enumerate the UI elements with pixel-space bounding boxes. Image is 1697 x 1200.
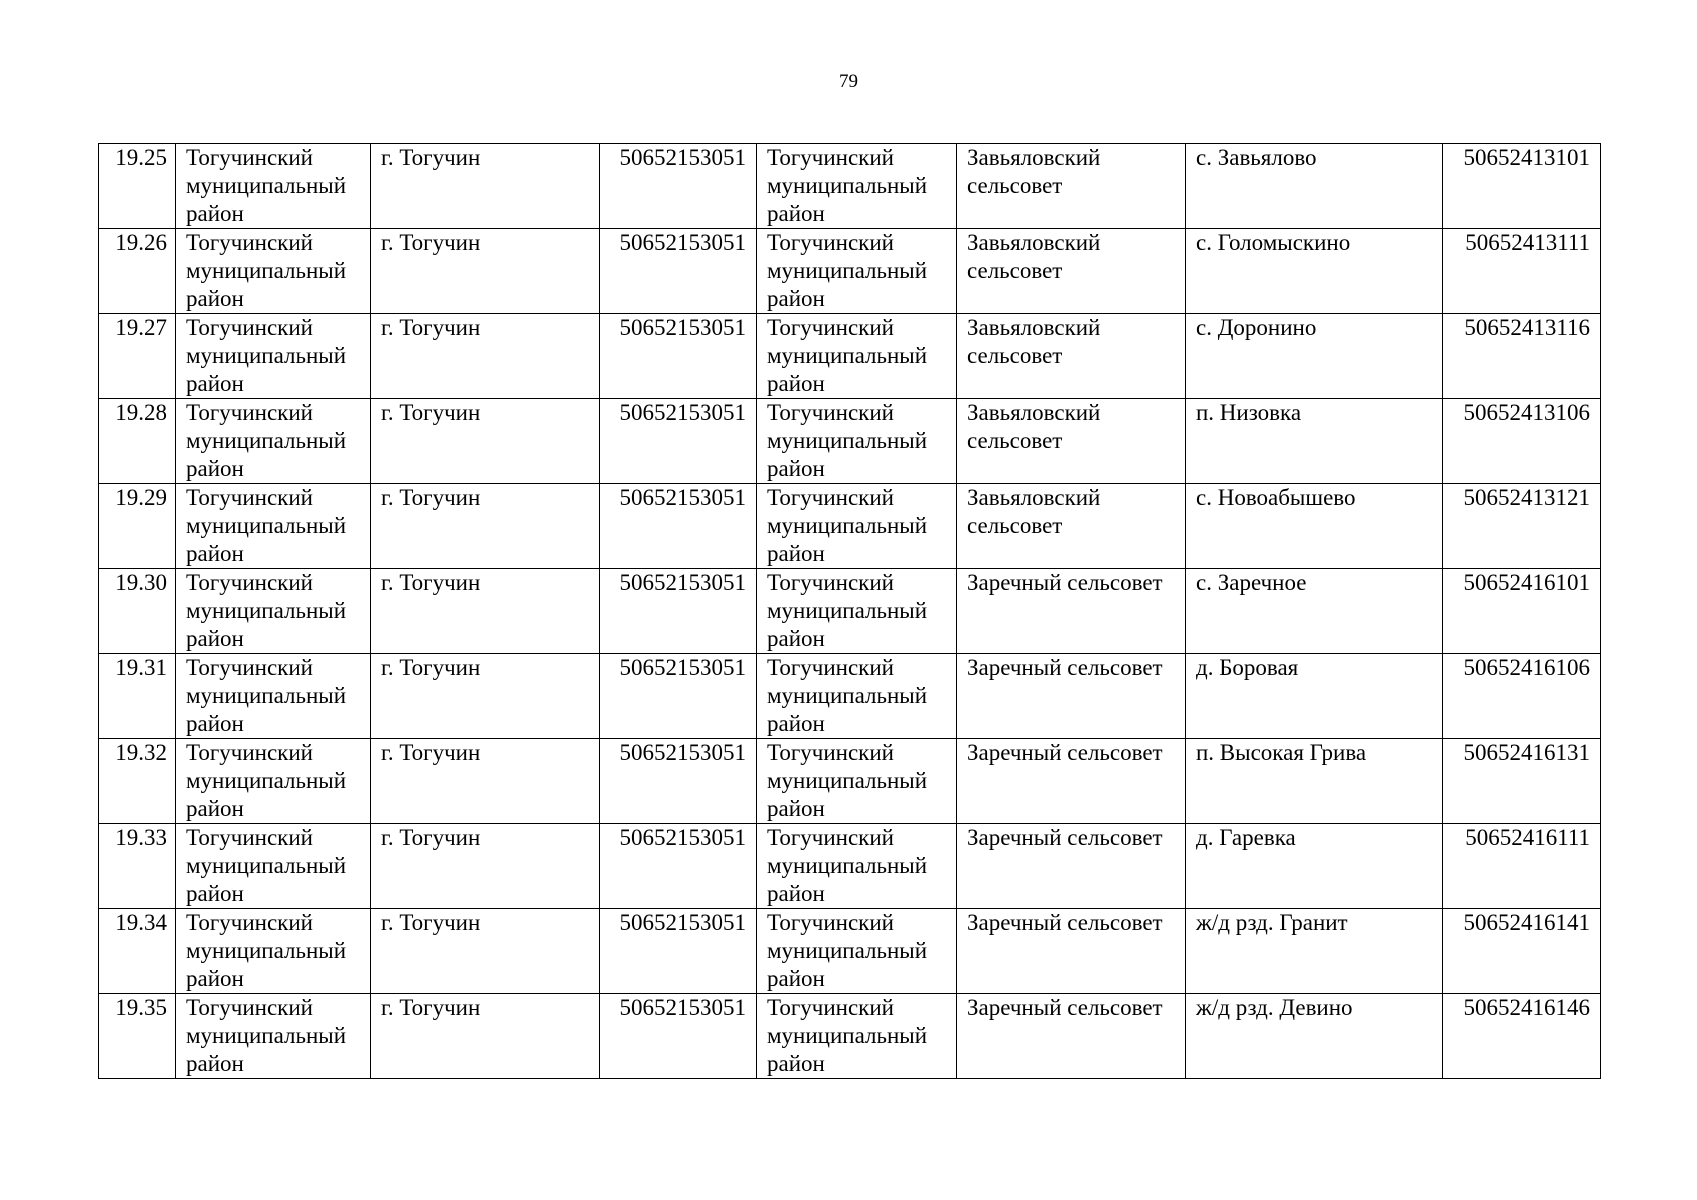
- district-cell: Тогучинский муниципальный район: [176, 909, 371, 994]
- settlement-code-cell: 50652413121: [1443, 484, 1601, 569]
- settlement-cell: с. Новоабышево: [1186, 484, 1443, 569]
- city-cell: г. Тогучин: [371, 229, 600, 314]
- settlement-cell: д. Боровая: [1186, 654, 1443, 739]
- table-row: [99, 144, 1601, 229]
- settlement-code-cell: 50652416141: [1443, 909, 1601, 994]
- municipal-district-cell: Тогучинский муниципальный район: [757, 994, 957, 1079]
- district-cell: Тогучинский муниципальный район: [176, 569, 371, 654]
- council-cell: Завьяловский сельсовет: [957, 484, 1186, 569]
- table-row: [99, 484, 1601, 569]
- settlement-code-cell: 50652413101: [1443, 144, 1601, 229]
- council-cell: Завьяловский сельсовет: [957, 314, 1186, 399]
- settlement-code-cell: 50652413116: [1443, 314, 1601, 399]
- settlement-cell: с. Заречное: [1186, 569, 1443, 654]
- row-number-cell: 19.32: [99, 739, 176, 824]
- municipal-district-cell: Тогучинский муниципальный район: [757, 484, 957, 569]
- row-number-cell: 19.27: [99, 314, 176, 399]
- settlement-cell: с. Доронино: [1186, 314, 1443, 399]
- city-code-cell: 50652153051: [600, 399, 757, 484]
- settlement-cell: п. Низовка: [1186, 399, 1443, 484]
- settlement-code-cell: 50652416106: [1443, 654, 1601, 739]
- municipal-district-cell: Тогучинский муниципальный район: [757, 739, 957, 824]
- municipal-district-cell: Тогучинский муниципальный район: [757, 399, 957, 484]
- municipal-district-cell: Тогучинский муниципальный район: [757, 909, 957, 994]
- settlement-code-cell: 50652416146: [1443, 994, 1601, 1079]
- municipal-district-cell: Тогучинский муниципальный район: [757, 229, 957, 314]
- city-code-cell: 50652153051: [600, 994, 757, 1079]
- table-row: [99, 399, 1601, 484]
- row-number-cell: 19.35: [99, 994, 176, 1079]
- table-row: [99, 569, 1601, 654]
- district-cell: Тогучинский муниципальный район: [176, 994, 371, 1079]
- city-cell: г. Тогучин: [371, 824, 600, 909]
- table-body: [99, 144, 1601, 1079]
- settlement-cell: с. Голомыскино: [1186, 229, 1443, 314]
- city-cell: г. Тогучин: [371, 484, 600, 569]
- city-code-cell: 50652153051: [600, 569, 757, 654]
- row-number-cell: 19.34: [99, 909, 176, 994]
- city-cell: г. Тогучин: [371, 654, 600, 739]
- municipal-district-cell: Тогучинский муниципальный район: [757, 144, 957, 229]
- city-cell: г. Тогучин: [371, 909, 600, 994]
- council-cell: Заречный сельсовет: [957, 909, 1186, 994]
- city-cell: г. Тогучин: [371, 994, 600, 1079]
- council-cell: Заречный сельсовет: [957, 994, 1186, 1079]
- city-code-cell: 50652153051: [600, 824, 757, 909]
- row-number-cell: 19.33: [99, 824, 176, 909]
- row-number-cell: 19.30: [99, 569, 176, 654]
- settlement-cell: п. Высокая Грива: [1186, 739, 1443, 824]
- table-row: [99, 314, 1601, 399]
- district-cell: Тогучинский муниципальный район: [176, 399, 371, 484]
- city-code-cell: 50652153051: [600, 229, 757, 314]
- district-cell: Тогучинский муниципальный район: [176, 739, 371, 824]
- city-code-cell: 50652153051: [600, 144, 757, 229]
- table-row: [99, 994, 1601, 1079]
- table-row: [99, 654, 1601, 739]
- municipal-district-cell: Тогучинский муниципальный район: [757, 569, 957, 654]
- council-cell: Заречный сельсовет: [957, 569, 1186, 654]
- table-row: [99, 909, 1601, 994]
- district-cell: Тогучинский муниципальный район: [176, 314, 371, 399]
- settlement-code-cell: 50652413111: [1443, 229, 1601, 314]
- municipal-district-cell: Тогучинский муниципальный район: [757, 314, 957, 399]
- district-cell: Тогучинский муниципальный район: [176, 229, 371, 314]
- district-cell: Тогучинский муниципальный район: [176, 144, 371, 229]
- city-cell: г. Тогучин: [371, 314, 600, 399]
- council-cell: Завьяловский сельсовет: [957, 399, 1186, 484]
- city-cell: г. Тогучин: [371, 399, 600, 484]
- council-cell: Завьяловский сельсовет: [957, 144, 1186, 229]
- council-cell: Заречный сельсовет: [957, 739, 1186, 824]
- council-cell: Заречный сельсовет: [957, 824, 1186, 909]
- settlement-code-cell: 50652416111: [1443, 824, 1601, 909]
- municipal-district-cell: Тогучинский муниципальный район: [757, 654, 957, 739]
- district-cell: Тогучинский муниципальный район: [176, 824, 371, 909]
- row-number-cell: 19.28: [99, 399, 176, 484]
- table-row: [99, 229, 1601, 314]
- table-row: [99, 824, 1601, 909]
- council-cell: Завьяловский сельсовет: [957, 229, 1186, 314]
- settlement-cell: с. Завьялово: [1186, 144, 1443, 229]
- city-code-cell: 50652153051: [600, 909, 757, 994]
- district-cell: Тогучинский муниципальный район: [176, 654, 371, 739]
- settlement-cell: ж/д рзд. Гранит: [1186, 909, 1443, 994]
- settlement-code-cell: 50652413106: [1443, 399, 1601, 484]
- table-row: [99, 739, 1601, 824]
- municipal-district-cell: Тогучинский муниципальный район: [757, 824, 957, 909]
- city-code-cell: 50652153051: [600, 654, 757, 739]
- city-code-cell: 50652153051: [600, 739, 757, 824]
- row-number-cell: 19.25: [99, 144, 176, 229]
- row-number-cell: 19.26: [99, 229, 176, 314]
- page-number: 79: [839, 71, 858, 92]
- council-cell: Заречный сельсовет: [957, 654, 1186, 739]
- city-cell: г. Тогучин: [371, 144, 600, 229]
- city-cell: г. Тогучин: [371, 569, 600, 654]
- city-code-cell: 50652153051: [600, 484, 757, 569]
- district-cell: Тогучинский муниципальный район: [176, 484, 371, 569]
- city-code-cell: 50652153051: [600, 314, 757, 399]
- settlement-code-cell: 50652416131: [1443, 739, 1601, 824]
- settlement-code-cell: 50652416101: [1443, 569, 1601, 654]
- settlement-cell: ж/д рзд. Девино: [1186, 994, 1443, 1079]
- city-cell: г. Тогучин: [371, 739, 600, 824]
- settlement-cell: д. Гаревка: [1186, 824, 1443, 909]
- settlements-table: [98, 143, 1601, 1079]
- row-number-cell: 19.29: [99, 484, 176, 569]
- row-number-cell: 19.31: [99, 654, 176, 739]
